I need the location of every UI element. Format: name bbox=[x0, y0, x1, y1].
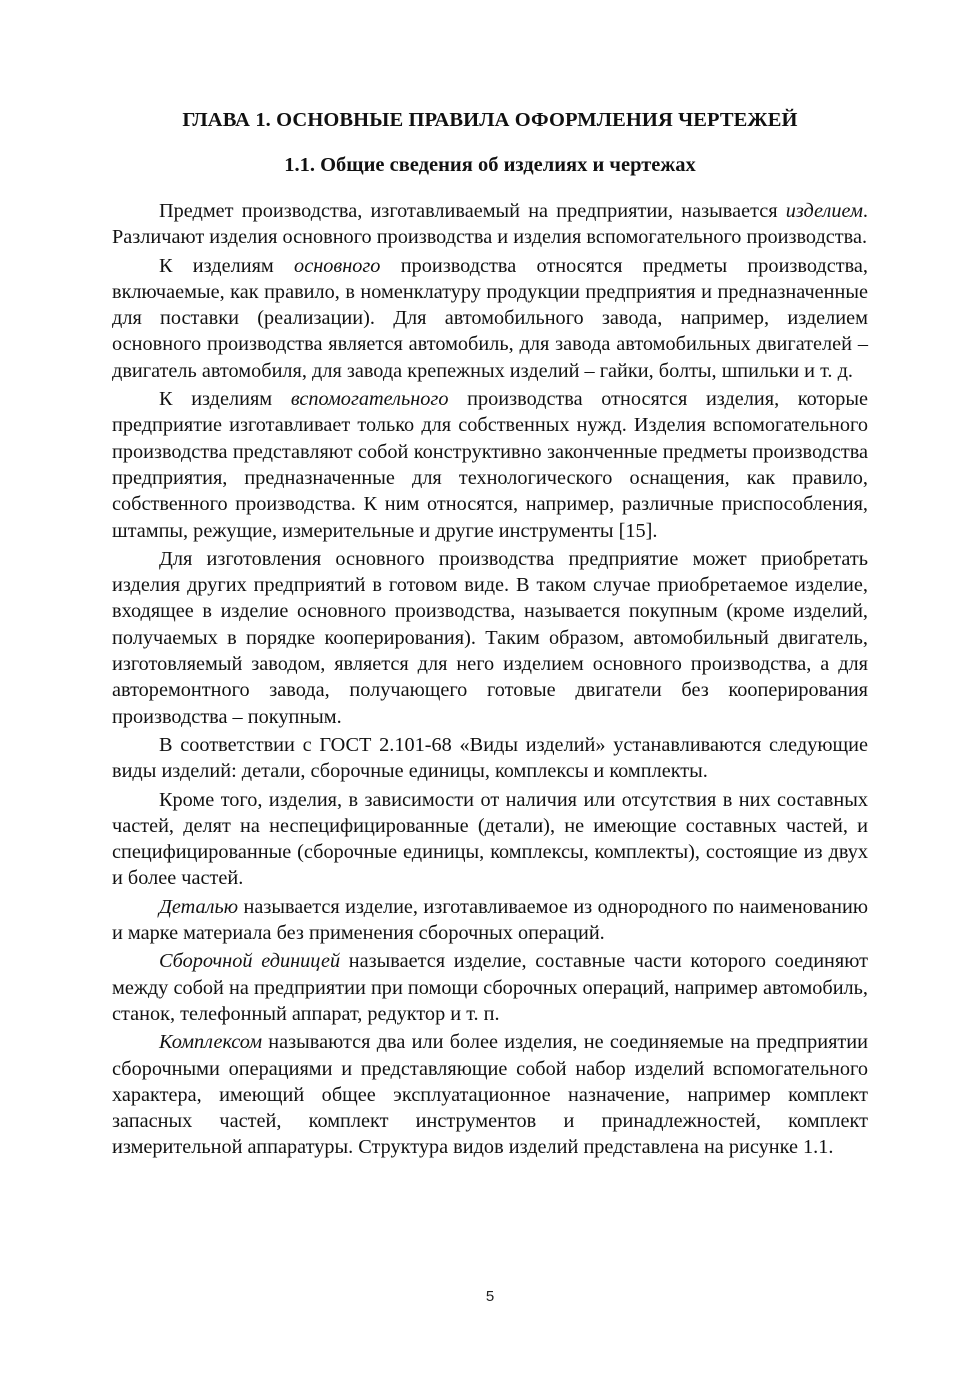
paragraph-text: называется изделие, изготавливаемое из однородного по наименованию и марке материала без применения сборочных операций. bbox=[112, 895, 868, 945]
emphasis-term: изделием bbox=[785, 200, 863, 222]
paragraph-text: . Различают изделия основного производства и изделия вспомогательного производства. bbox=[112, 200, 868, 249]
paragraph-9 bbox=[112, 1029, 868, 1160]
paragraph-1 bbox=[112, 198, 868, 251]
paragraph-text: производства относятся предметы производства, включаемые, как правило, в номенклатуру продукции предприятия и предназначенные для поставки (реализации). Для автомобильного завода, например, изделием основного производства является автомобиль, для завода автомобильных двигателей – двигатель автомобиля, для завода крепежных изделий – гайки, болты, шпильки и т. д. bbox=[112, 254, 868, 382]
paragraph-5 bbox=[112, 732, 868, 785]
page-number: 5 bbox=[485, 1288, 495, 1305]
paragraph-3 bbox=[112, 386, 868, 544]
document-page bbox=[112, 106, 868, 1163]
emphasis-term: Сборочной единицей bbox=[159, 950, 341, 973]
paragraph-text: называются два или более изделия, не соединяемые на предприятии сборочными операциями и представляющие собой набор изделий вспомогательного характера, имеющий общее эксплуатационное назначение, например комплект запасных частей, комплект инструментов и принадлежностей, комплект измерительной аппаратуры. Структура видов изделий представлена на рисунке 1.1. bbox=[112, 1031, 868, 1159]
paragraph-text: Кроме того, изделия, в зависимости от наличия или отсутствия в них составных частей, делят на неспецифицированные (детали), не имеющие составных частей, и специфицированные (сборочные единицы, комплексы, комплекты), состоящие из двух и более частей. bbox=[112, 788, 868, 890]
chapter-title: ГЛАВА 1. ОСНОВНЫЕ ПРАВИЛА ОФОРМЛЕНИЯ ЧЕРТЕЖЕЙ bbox=[182, 109, 798, 131]
paragraph-text: В соответствии с ГОСТ 2.101-68 «Виды изделий» устанавливаются следующие виды изделий: детали, сборочные единицы, комплексы и комплекты. bbox=[112, 733, 868, 783]
emphasis-term: основного bbox=[294, 254, 381, 277]
emphasis-term: вспомогательного bbox=[290, 388, 449, 411]
section-title: 1.1. Общие сведения об изделиях и чертежах bbox=[284, 154, 696, 176]
paragraph-8 bbox=[112, 948, 868, 1027]
paragraph-text: производства относятся изделия, которые предприятие изготавливает только для собственных нужд. Изделия вспомогательного производства представляют собой конструктивно законченные предметы производства предприятия, предназначенные для технологического оснащения, как правило, собственного производства. К ним относятся, например, различные приспособления, штампы, режущие, измерительные и другие инструменты [15]. bbox=[112, 388, 869, 542]
paragraph-text: К изделиям bbox=[159, 388, 291, 411]
emphasis-term: Деталью bbox=[159, 895, 239, 918]
paragraph-text: Предмет производства, изготавливаемый на предприятии, называется bbox=[159, 200, 786, 222]
emphasis-term: Комплексом bbox=[159, 1031, 263, 1054]
paragraph-2 bbox=[112, 253, 868, 384]
paragraph-text: К изделиям bbox=[159, 254, 295, 277]
paragraph-text: называется изделие, составные части которого соединяют между собой на предприятии при помощи сборочных операций, например автомобиль, станок, телефонный аппарат, редуктор и т. п. bbox=[112, 950, 868, 1025]
paragraph-4 bbox=[112, 546, 868, 730]
paragraph-7 bbox=[112, 894, 868, 947]
paragraph-text: Для изготовления основного производства предприятие может приобретать изделия других предприятий в готовом виде. В таком случае приобретаемое изделие, входящее в изделие основного производства, называется покупным (кроме изделий, получаемых в порядке кооперирования). Таким образом, автомобильный двигатель, изготовляемый заводом, является для него изделием основного производства, а для авторемонтного завода, получающего готовые двигатели без кооперирования производства – покупным. bbox=[112, 547, 868, 728]
paragraph-6 bbox=[112, 787, 868, 892]
